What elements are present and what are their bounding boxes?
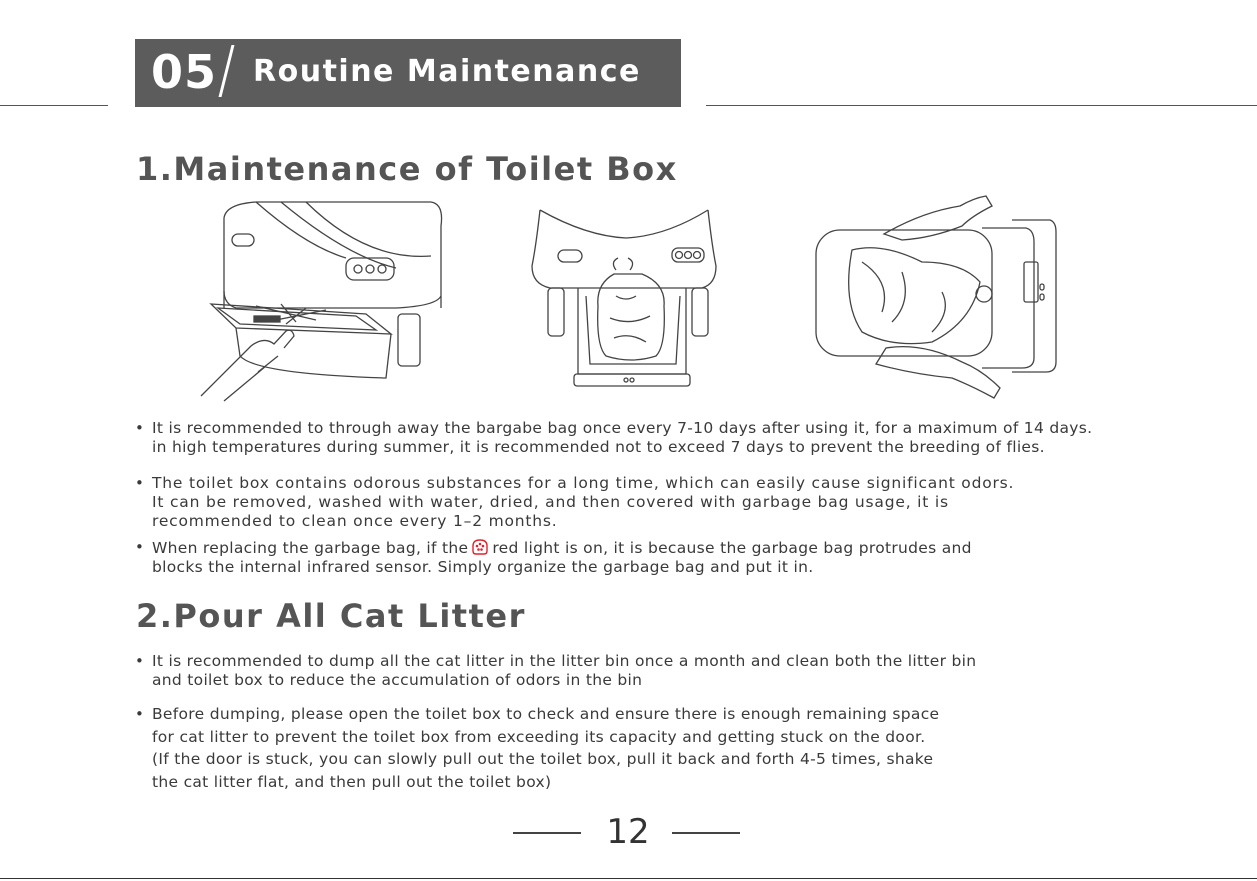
- illustration-drawer-open: [196, 196, 446, 406]
- bullet-before-dumping-line4: the cat litter flat, and then pull out the toilet box): [152, 772, 552, 791]
- chapter-title: Routine Maintenance: [253, 54, 641, 89]
- bullet-bag-disposal-line1: • It is recommended to through away the bargabe bag once every 7-10 days after using it, for a maximum of 14 days.: [152, 419, 1093, 437]
- illustration-top-view-hands: [812, 192, 1062, 402]
- bullet-before-dumping: [152, 703, 939, 793]
- section-title-maintenance: 1.Maintenance of Toilet Box: [136, 150, 678, 188]
- header-rule-right: [706, 105, 1257, 106]
- bullet-before-dumping-line1: • Before dumping, please open the toilet box to check and ensure there is enough remaining space: [152, 705, 940, 723]
- bullet-monthly-dump: [152, 652, 976, 690]
- bullet-monthly-dump-line2: and toilet box to reduce the accumulation of odors in the bin: [152, 671, 643, 689]
- footer-rule: [0, 878, 1257, 879]
- bullet-before-dumping-line2: for cat litter to prevent the toilet box from exceeding its capacity and getting stuck on the door.: [152, 727, 926, 746]
- page-number-rule-right: [672, 832, 740, 834]
- red-light-indicator-icon: [470, 538, 490, 556]
- section-title-pour-litter: 2.Pour All Cat Litter: [136, 597, 526, 635]
- bullet-toilet-box-cleaning-line2: It can be removed, washed with water, dried, and then covered with garbage bag usage, it is: [152, 493, 949, 511]
- bullet-red-light-text-after: red light is on, it is because the garbage bag protrudes and: [492, 539, 972, 557]
- bullet-bag-disposal-line2: in high temperatures during summer, it is recommended not to exceed 7 days to prevent the breeding of flies.: [152, 438, 1045, 456]
- bullet-red-light-text-before: When replacing the garbage bag, if the: [152, 539, 469, 557]
- bullet-red-light-line2: blocks the internal infrared sensor. Simply organize the garbage bag and put it in.: [152, 558, 814, 576]
- bullet-before-dumping-line3: (If the door is stuck, you can slowly pull out the toilet box, pull it back and forth 4-5 times, shake: [152, 750, 934, 768]
- bullet-monthly-dump-line1: • It is recommended to dump all the cat litter in the litter bin once a month and clean both the litter bin: [152, 652, 977, 670]
- bullet-toilet-box-cleaning: [152, 474, 1014, 531]
- illustration-garbage-bag: [526, 206, 722, 388]
- bullet-red-light-line1: [152, 538, 972, 558]
- page-number: 12: [606, 812, 650, 852]
- chapter-header: [135, 39, 681, 107]
- page-number-rule-left: [513, 832, 581, 834]
- bullet-bag-disposal: [152, 419, 1092, 457]
- chapter-divider: [219, 45, 235, 97]
- chapter-number: 05: [151, 45, 218, 99]
- bullet-red-light: [152, 538, 972, 577]
- bullet-toilet-box-cleaning-line3: recommended to clean once every 1–2 months.: [152, 512, 558, 530]
- bullet-toilet-box-cleaning-line1: • The toilet box contains odorous substances for a long time, which can easily cause significant odors.: [152, 474, 1015, 492]
- header-rule-left: [0, 105, 108, 106]
